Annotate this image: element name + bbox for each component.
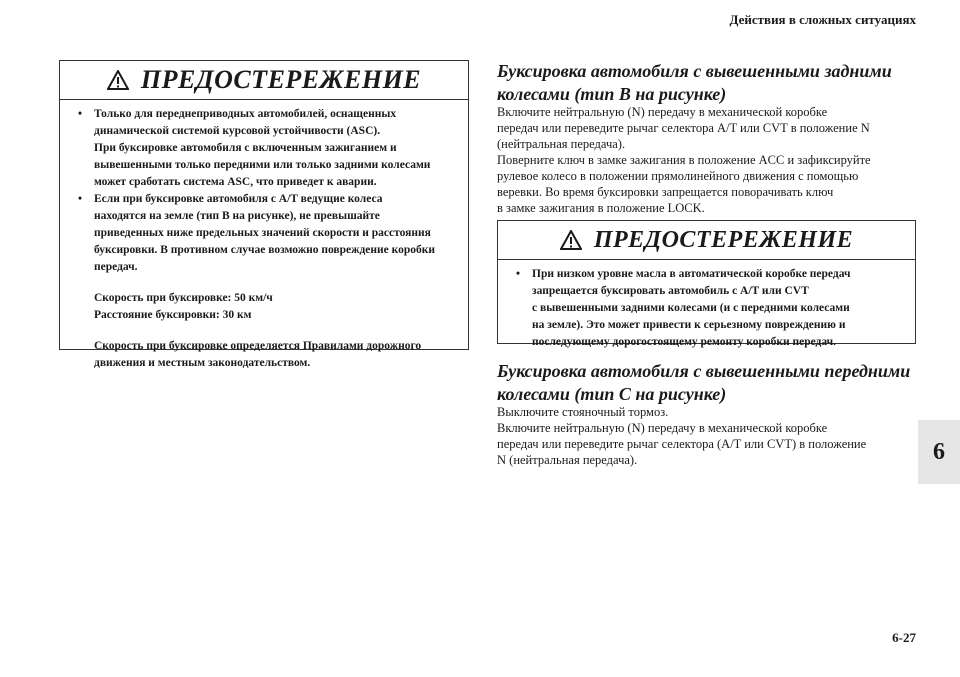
text-line: Выключите стояночный тормоз. (497, 405, 669, 419)
warning-header (60, 61, 468, 100)
spacer (72, 324, 456, 338)
warning-body (60, 100, 468, 378)
section-b-text (497, 104, 917, 216)
towing-rules-line: движения и местным законодательством. (94, 357, 311, 369)
towing-distance-limit: Расстояние буксировки: 30 км (94, 309, 252, 321)
text-line: передач. (94, 261, 138, 273)
title-line: колесами (тип C на рисунке) (497, 384, 727, 404)
text-line: Только для переднеприводных автомобилей, оснащенных (94, 108, 397, 120)
text-line: находятся на земле (тип B на рисунке), не превышайте (94, 210, 380, 222)
text-line: передач или переведите рычаг селектора (A/T или CVT) в положение (497, 437, 867, 451)
spacer (72, 276, 456, 290)
text-line: последующему дорогостоящему ремонту коробки передач. (532, 336, 837, 348)
warning-bullet-oil (510, 266, 903, 351)
text-line: запрещается буксировать автомобиль с A/T или CVT (532, 285, 809, 297)
text-line: При буксировке автомобиля с включенным зажиганием и (94, 142, 397, 154)
warning-triangle-icon (560, 230, 582, 250)
text-line: рулевое колесо в положении прямолинейного движения с помощью (497, 169, 859, 183)
title-line: Буксировка автомобиля с вывешенными задними (497, 61, 892, 81)
bullet-dot: • (78, 193, 83, 205)
section-c-text (497, 404, 917, 468)
text-line: веревки. Во время буксировки запрещается поворачивать ключ (497, 185, 834, 199)
text-line: Если при буксировке автомобиля с A/T ведущие колеса (94, 193, 383, 205)
warning-box-left (59, 60, 469, 369)
warning-bullet-asc (72, 106, 456, 191)
text-line: в замке зажигания в положение LOCK. (497, 201, 705, 215)
towing-speed-limit: Скорость при буксировке: 50 км/ч (94, 292, 273, 304)
chapter-tab: 6 (918, 420, 960, 484)
text-line: приведенных ниже предельных значений скорости и расстояния (94, 227, 431, 239)
text-line: Включите нейтральную (N) передачу в механической коробке (497, 421, 828, 435)
warning-header (498, 221, 915, 260)
text-line: буксировки. В противном случае возможно повреждение коробки (94, 244, 435, 256)
warning-body (498, 260, 915, 357)
text-line: передач или переведите рычаг селектора A/T или CVT в положение N (497, 121, 870, 135)
warning-triangle-icon (107, 70, 129, 90)
section-b-title (497, 60, 892, 106)
section-c-title (497, 360, 910, 406)
text-line: Поверните ключ в замке зажигания в положение ACC и зафиксируйте (497, 153, 871, 167)
warning-box-right (497, 220, 916, 348)
bullet-dot: • (516, 268, 521, 280)
text-line: При низком уровне масла в автоматической коробке передач (532, 268, 851, 280)
towing-rules-line: Скорость при буксировке определяется Правилами дорожного (94, 340, 422, 352)
text-line: Включите нейтральную (N) передачу в механической коробке (497, 105, 828, 119)
text-line: на земле). Это может привести к серьезному повреждению и (532, 319, 846, 331)
warning-title: ПРЕДОСТЕРЕЖЕНИЕ (593, 226, 854, 253)
text-line: может сработать система ASC, что приведет к аварии. (94, 176, 377, 188)
text-line: с вывешенными задними колесами (и с передними колесами (532, 302, 850, 314)
warning-title: ПРЕДОСТЕРЕЖЕНИЕ (140, 65, 422, 94)
page-number: 6-27 (892, 630, 916, 645)
text-line: динамической системой курсовой устойчивости (ASC). (94, 125, 381, 137)
title-line: колесами (тип B на рисунке) (497, 84, 727, 104)
title-line: Буксировка автомобиля с вывешенными передними (497, 361, 911, 381)
text-line: (нейтральная передача). (497, 137, 626, 151)
bullet-dot: • (78, 108, 83, 120)
page-header: Действия в сложных ситуациях (729, 12, 916, 27)
text-line: N (нейтральная передача). (497, 453, 638, 467)
warning-bullet-at (72, 191, 456, 276)
text-line: вывешенными только передними или только задними колесами (94, 159, 431, 171)
